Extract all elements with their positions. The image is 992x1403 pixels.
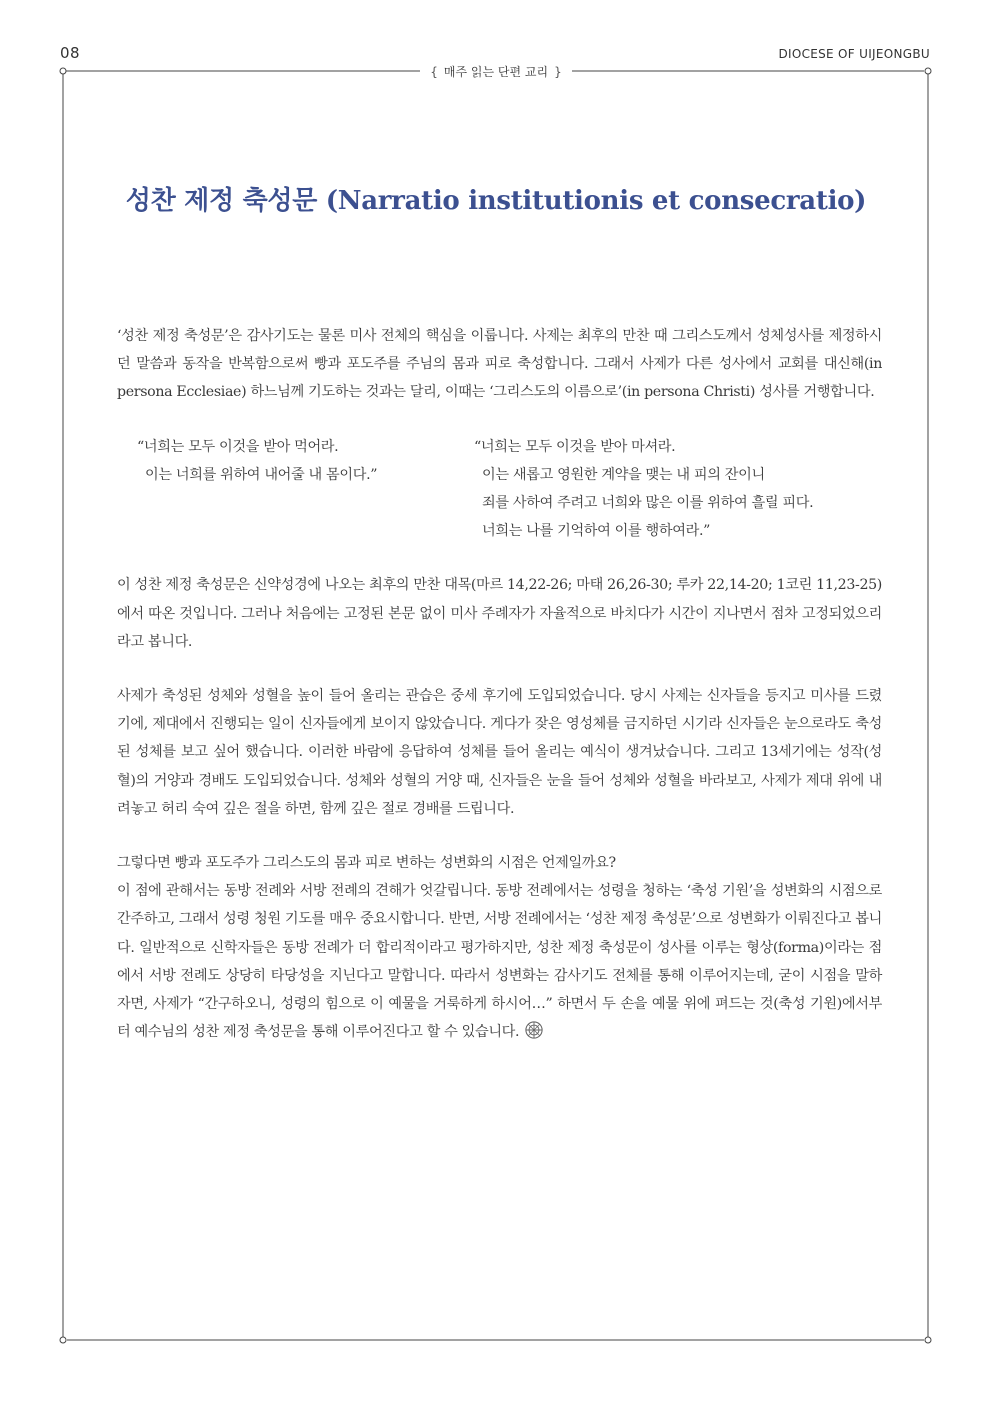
quote-line: 이는 너희를 위하여 내어줄 내 몸이다.” (145, 466, 378, 483)
series-title: 매주 읽는 단편 교리 (443, 65, 549, 79)
article-title: 성찬 제정 축성문 (Narratio institutionis et consecratio) (125, 186, 867, 216)
diocese-seal-icon (525, 1021, 543, 1039)
diocese-name: DIOCESE OF UIJEONGBU (778, 47, 930, 61)
quote-line: 죄를 사하여 주려고 너희와 많은 이를 위하여 흘릴 피다. (482, 495, 814, 512)
institution-quotes (117, 433, 882, 546)
series-label (0, 63, 992, 80)
quote-line: 너희는 나를 기억하여 이를 행하여라.” (482, 523, 711, 540)
paragraph-intro: ‘성찬 제정 축성문’은 감사기도는 물론 미사 전체의 핵심을 이룹니다. 사제는 최후의 만찬 때 그리스도께서 성체성사를 제정하시던 말씀과 동작을 반복함으로써 빵과 포도주를 주님의 몸과 피로 축성합니다. 그래서 사제가 다른 성사에서 교회를 대신해(in persona Ecclesiae) 하느님께 기도하는 것과는 달리, 이때는 ‘그리스도의 이름으로’(in persona Christi) 성사를 거행합니다. (117, 328, 882, 401)
quote-line: “너희는 모두 이것을 받아 먹어라. (137, 438, 339, 455)
brace-left: { (430, 65, 438, 79)
page-number: 08 (60, 44, 81, 62)
quote-line: “너희는 모두 이것을 받아 마셔라. (474, 438, 676, 455)
paragraph-origin: 이 성찬 제정 축성문은 신약성경에 나오는 최후의 만찬 대목(마르 14,22-26; 마태 26,26-30; 루카 22,14-20; 1코린 11,23-25)에서 따온 것입니다. 그러나 처음에는 고정된 본문 없이 미사 주례자가 자율적으로 바치다가 시간이 지나면서 점차 고정되었으리라고 봅니다. (117, 577, 882, 650)
article-body (117, 322, 882, 1046)
paragraph-transubstantiation (117, 877, 882, 1046)
quote-wine (457, 433, 813, 546)
quote-bread (117, 433, 457, 546)
quote-line: 이는 새롭고 영원한 계약을 맺는 내 피의 잔이니 (482, 466, 765, 483)
paragraph-elevation: 사제가 축성된 성체와 성혈을 높이 들어 올리는 관습은 중세 후기에 도입되었습니다. 당시 사제는 신자들을 등지고 미사를 드렸기에, 제대에서 진행되는 일이 신자들에게 보이지 않았습니다. 게다가 잦은 영성체를 금지하던 시기라 신자들은 눈으로라도 축성된 성체를 보고 싶어 했습니다. 이러한 바람에 응답하여 성체를 들어 올리는 예식이 생겨났습니다. 그리고 13세기에는 성작(성혈)의 거양과 경배도 도입되었습니다. 성체와 성혈의 거양 때, 신자들은 눈을 들어 성체와 성혈을 바라보고, 사제가 제대 위에 내려놓고 허리 숙여 깊은 절을 하면, 함께 깊은 절로 경배를 드립니다. (117, 688, 882, 817)
paragraph-question: 그렇다면 빵과 포도주가 그리스도의 몸과 피로 변하는 성변화의 시점은 언제일까요? (117, 855, 616, 872)
brace-right: } (554, 65, 562, 79)
paragraph-text: 이 점에 관해서는 동방 전례와 서방 전례의 견해가 엇갈립니다. 동방 전례에서는 성령을 청하는 ‘축성 기원’을 성변화의 시점으로 간주하고, 그래서 성령 청원 기도를 매우 중요시합니다. 반면, 서방 전례에서는 ‘성찬 제정 축성문’으로 성변화가 이뤄진다고 봅니다. 일반적으로 신학자들은 동방 전례가 더 합리적이라고 평가하지만, 성찬 제정 축성문이 성사를 이루는 형상(forma)이라는 점에서 서방 전례도 상당히 타당성을 지닌다고 말합니다. 따라서 성변화는 감사기도 전체를 통해 이루어지는데, 굳이 시점을 말하자면, 사제가 “간구하오니, 성령의 힘으로 이 예물을 거룩하게 하시어…” 하면서 두 손을 예물 위에 펴드는 것(축성 기원)에서부터 예수님의 성찬 제정 축성문을 통해 이루어진다고 할 수 있습니다. (117, 883, 882, 1041)
